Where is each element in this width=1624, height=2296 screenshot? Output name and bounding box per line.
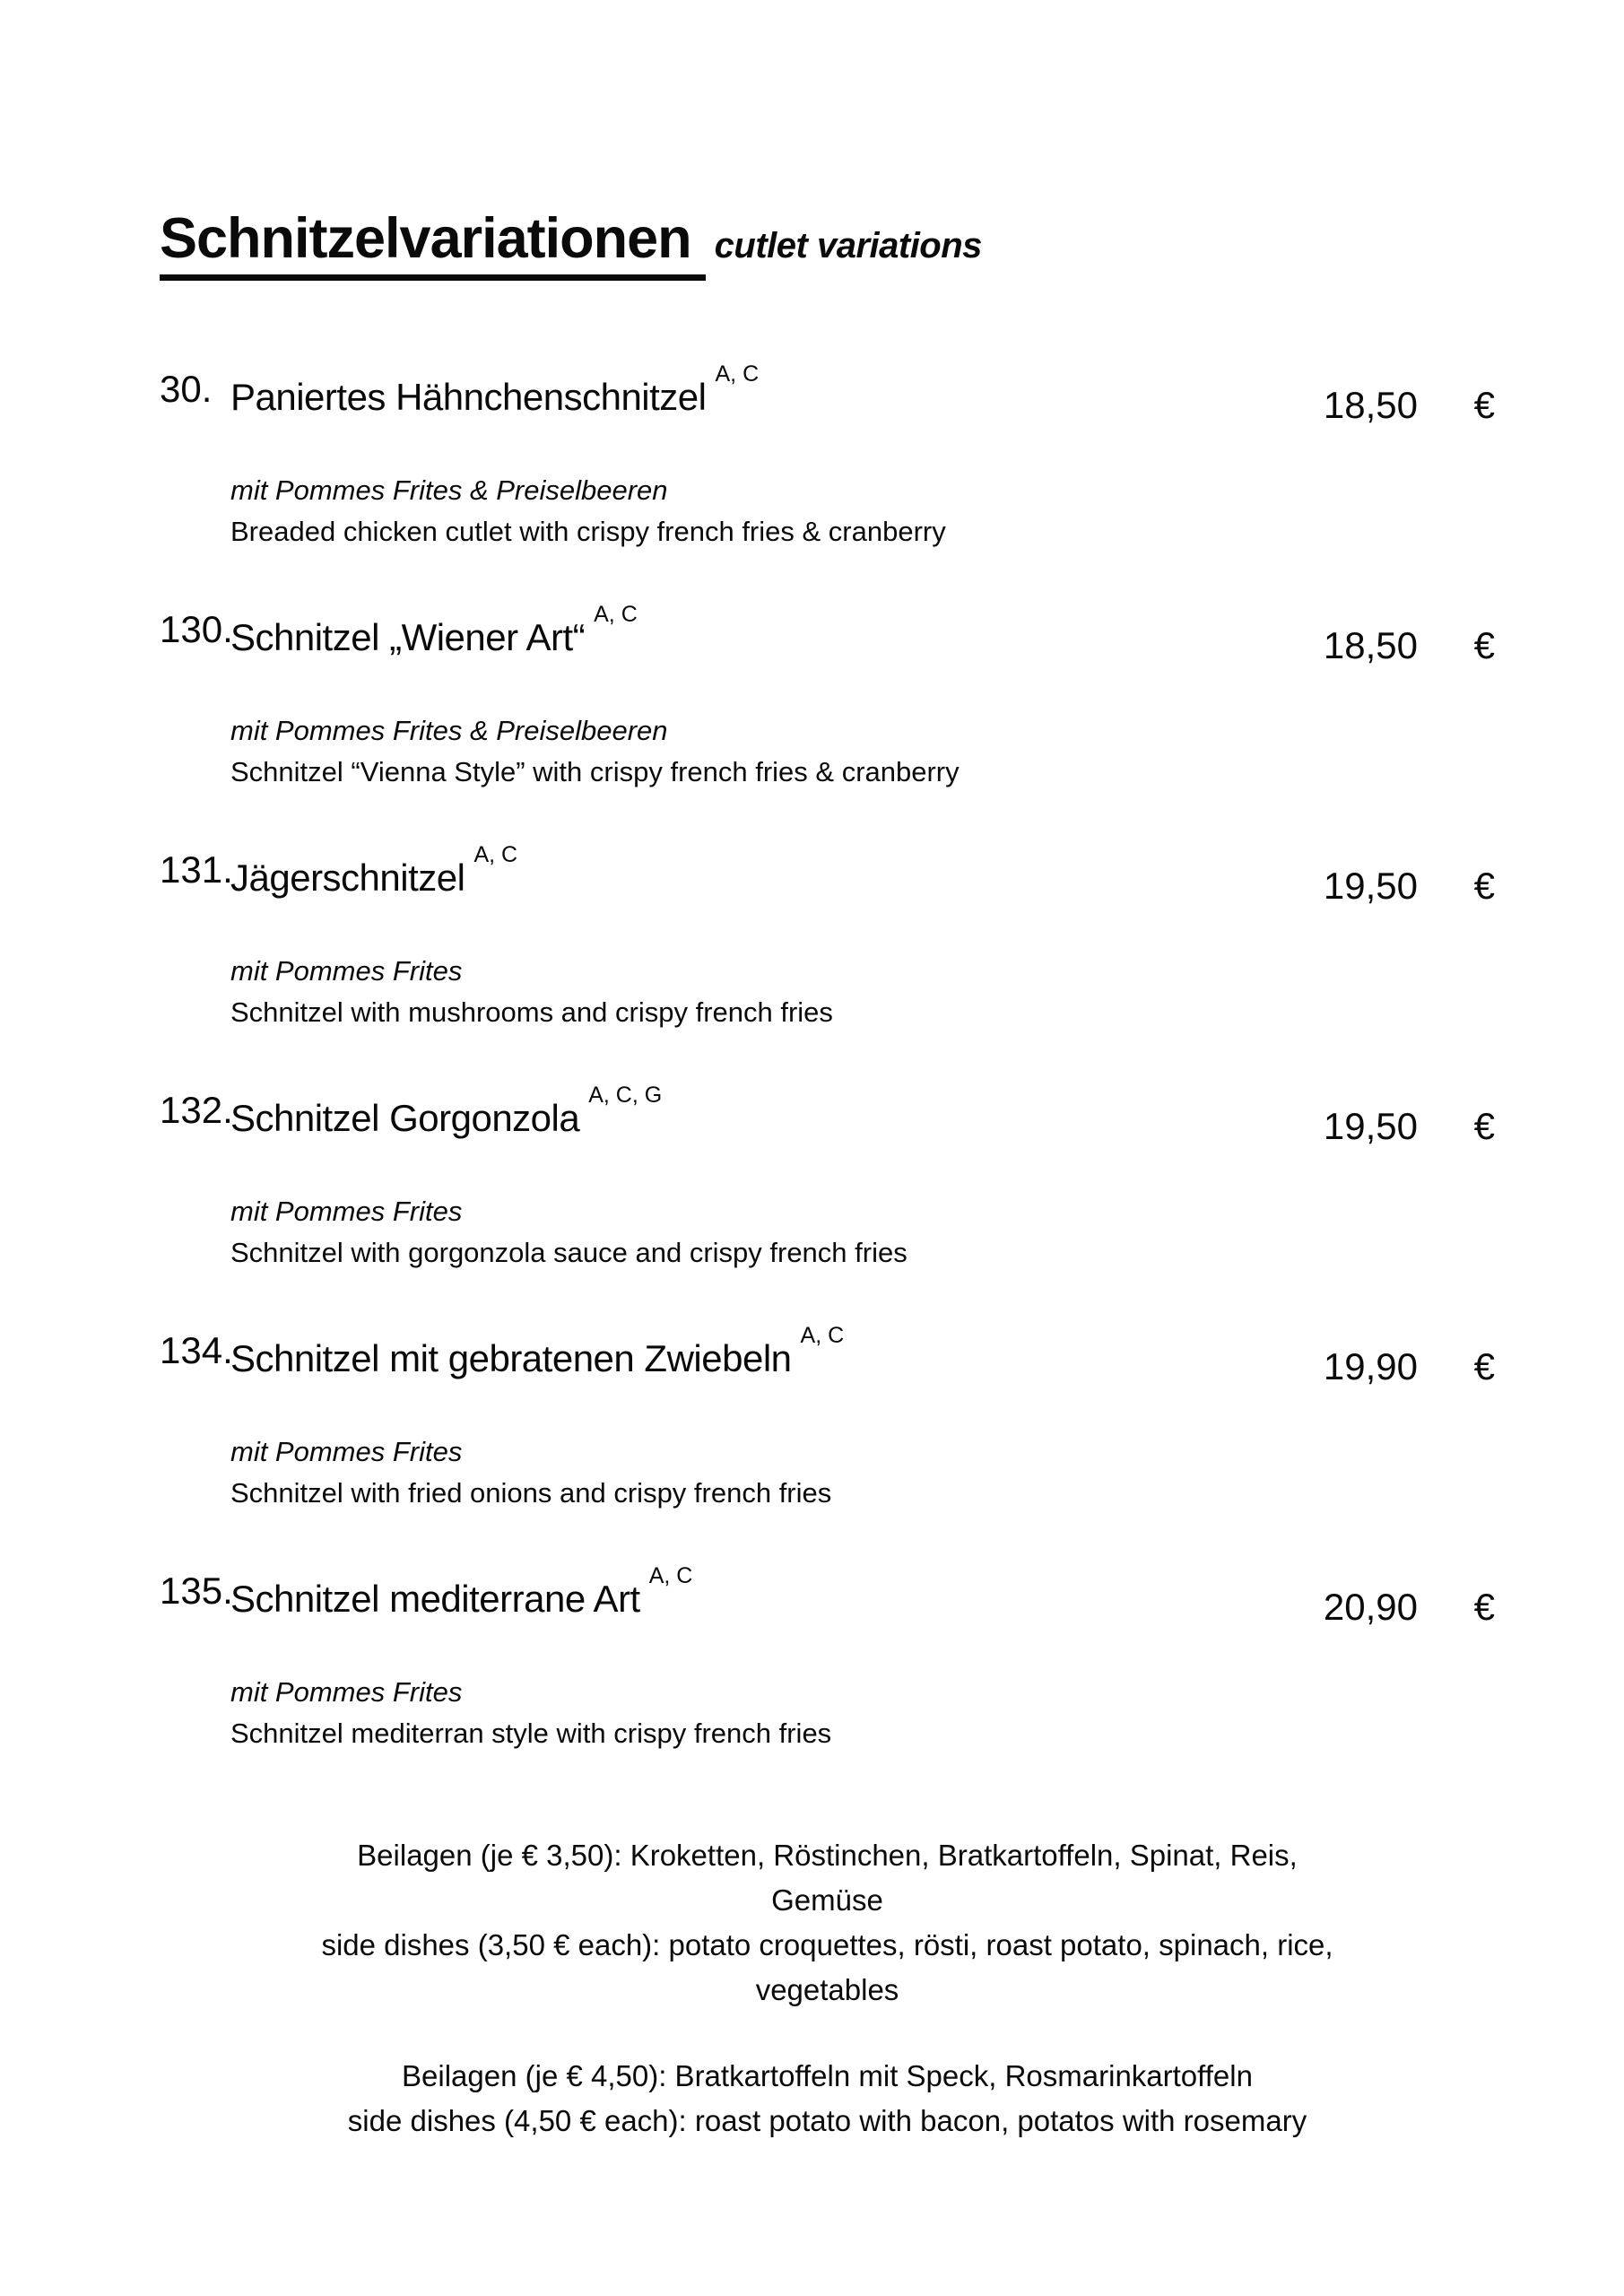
euro-sign: €	[1473, 624, 1495, 666]
item-name	[230, 1084, 1283, 1144]
menu-item-134	[160, 1325, 1495, 1514]
allergen-codes: A, C, G	[588, 1083, 663, 1108]
menu-item-135	[160, 1565, 1495, 1754]
allergen-codes: A, C	[715, 361, 760, 387]
side-dishes-350	[160, 1833, 1495, 2013]
item-number: 132.	[160, 1089, 233, 1131]
item-head	[160, 1083, 1495, 1147]
item-desc-german: mit Pommes Frites & Preiselbeeren	[230, 474, 668, 506]
euro-sign: €	[1473, 1345, 1495, 1387]
menu-item-30	[160, 363, 1495, 552]
side-dishes-350-de-line2: Gemüse	[771, 1883, 883, 1917]
euro-sign: €	[1473, 1586, 1495, 1628]
side-dishes-450-de: Beilagen (je € 4,50): Bratkartoffeln mit Speck, Rosmarinkartoffeln	[402, 2059, 1253, 2092]
item-name	[230, 844, 1283, 904]
item-name	[230, 1565, 1283, 1625]
item-name	[230, 363, 1283, 423]
item-desc-english: Breaded chicken cutlet with crispy french fries & cranberry	[230, 516, 946, 547]
item-desc-german: mit Pommes Frites	[230, 1436, 463, 1467]
menu-item-132	[160, 1084, 1495, 1274]
item-name-text: Schnitzel mediterrane Art	[230, 1578, 640, 1620]
item-price: 18,50	[1323, 624, 1418, 666]
item-desc-german: mit Pommes Frites	[230, 955, 463, 987]
menu-item-130	[160, 604, 1495, 793]
allergen-codes: A, C	[594, 602, 638, 627]
page-title: Schnitzelvariationen	[160, 206, 706, 281]
item-description	[230, 710, 1495, 793]
item-number: 130.	[160, 608, 233, 650]
item-desc-german: mit Pommes Frites	[230, 1196, 463, 1227]
item-head	[160, 842, 1495, 907]
item-price: 19,50	[1323, 1105, 1418, 1147]
item-number: 135.	[160, 1570, 233, 1612]
euro-sign: €	[1473, 384, 1495, 426]
allergen-codes: A, C	[648, 1563, 693, 1588]
item-desc-german: mit Pommes Frites	[230, 1676, 463, 1708]
side-dishes-350-en-line1: side dishes (3,50 € each): potato croquettes, rösti, roast potato, spinach, rice,	[321, 1928, 1333, 1961]
side-dishes-450-en: side dishes (4,50 € each): roast potato with bacon, potatos with rosemary	[347, 2104, 1307, 2137]
item-desc-english: Schnitzel “Vienna Style” with crispy french fries & cranberry	[230, 756, 960, 787]
item-head	[160, 361, 1495, 426]
item-number: 134.	[160, 1329, 233, 1371]
item-desc-english: Schnitzel mediterran style with crispy french fries	[230, 1718, 832, 1749]
item-name	[230, 604, 1283, 664]
item-number: 30.	[160, 368, 213, 410]
item-desc-english: Schnitzel with fried onions and crispy french fries	[230, 1477, 832, 1509]
side-dishes-350-de-line1: Beilagen (je € 3,50): Kroketten, Röstinchen, Bratkartoffeln, Spinat, Reis,	[357, 1839, 1298, 1872]
item-name-text: Paniertes Hähnchenschnitzel	[230, 376, 707, 418]
item-description	[230, 1191, 1495, 1274]
item-head	[160, 604, 1495, 664]
item-name	[230, 1325, 1283, 1385]
item-name-text: Schnitzel Gorgonzola	[230, 1097, 580, 1139]
item-price: 18,50	[1323, 384, 1418, 426]
item-head	[160, 1325, 1495, 1385]
allergen-codes: A, C	[473, 842, 518, 867]
allergen-codes: A, C	[800, 1323, 845, 1348]
side-dishes-350-en-line2: vegetables	[755, 1973, 899, 2006]
item-description	[230, 951, 1495, 1033]
item-name-text: Jägerschnitzel	[230, 857, 465, 899]
item-name-text: Schnitzel mit gebratenen Zwiebeln	[230, 1337, 792, 1379]
item-name-text: Schnitzel „Wiener Art“	[230, 616, 586, 658]
item-price: 20,90	[1323, 1586, 1418, 1628]
page-header	[160, 206, 1495, 281]
item-number: 131.	[160, 848, 233, 891]
euro-sign: €	[1473, 1105, 1495, 1147]
page-subtitle: cutlet variations	[714, 226, 982, 265]
item-desc-english: Schnitzel with mushrooms and crispy french fries	[230, 996, 833, 1028]
item-description	[230, 1672, 1495, 1754]
side-dishes-section	[160, 1833, 1495, 2144]
item-head	[160, 1563, 1495, 1628]
item-desc-english: Schnitzel with gorgonzola sauce and crispy french fries	[230, 1237, 908, 1268]
item-description	[230, 1431, 1495, 1514]
euro-sign: €	[1473, 865, 1495, 907]
item-price: 19,50	[1323, 865, 1418, 907]
item-desc-german: mit Pommes Frites & Preiselbeeren	[230, 715, 668, 746]
menu-item-131	[160, 844, 1495, 1033]
item-description	[230, 470, 1495, 552]
item-price: 19,90	[1323, 1345, 1418, 1387]
side-dishes-450	[160, 2054, 1495, 2144]
